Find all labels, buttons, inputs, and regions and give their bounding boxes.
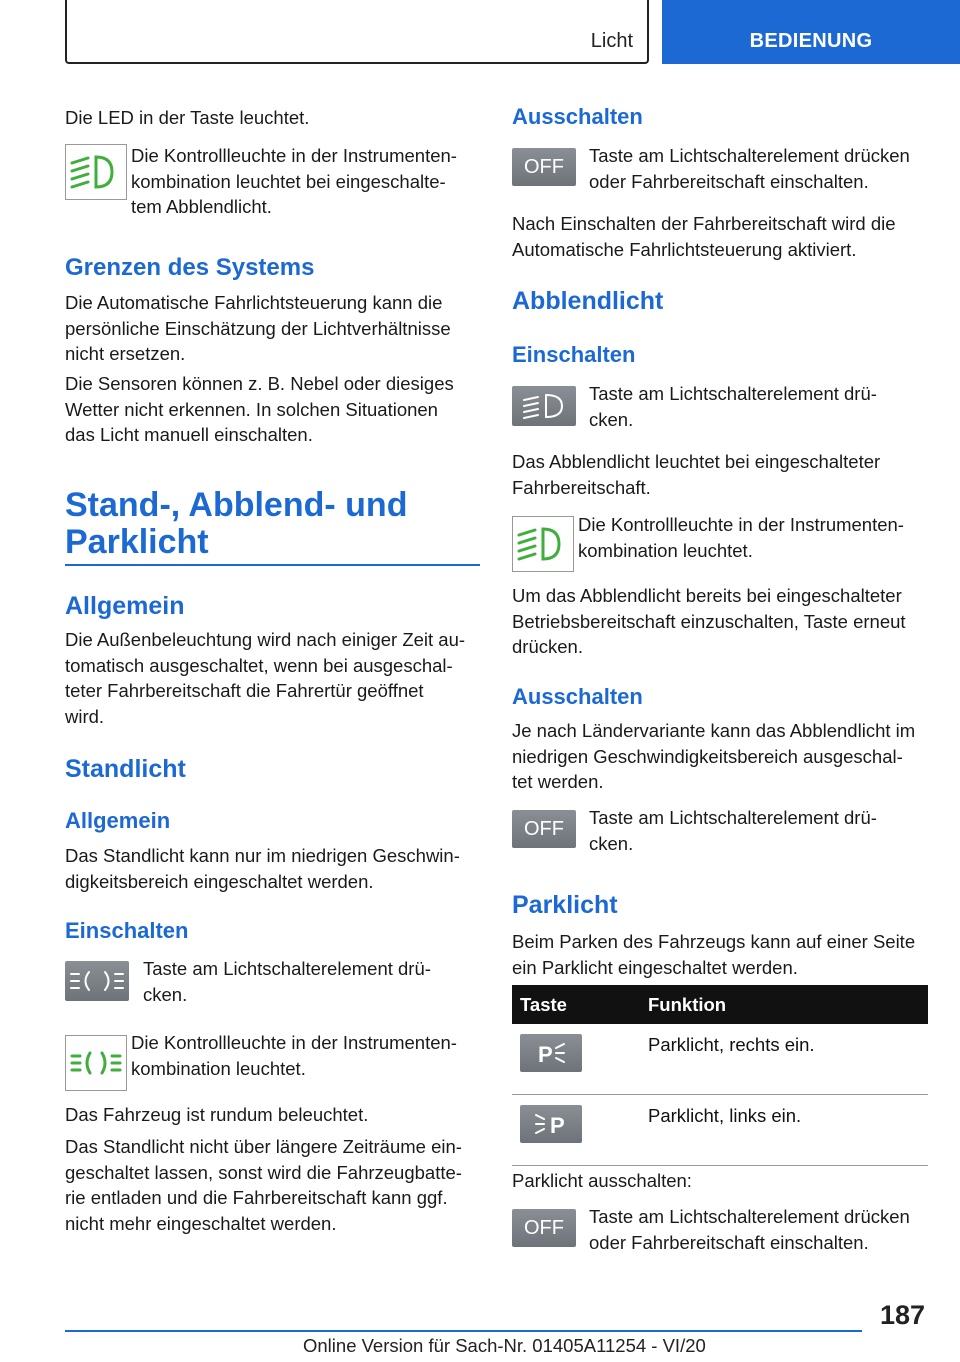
- table-row: [512, 1095, 928, 1166]
- paragraph-standlicht-warnung: Das Standlicht nicht über längere Zeiträume ein- geschaltet lassen, sonst wird die Fahrzeugbatte- rie entladen und die Fahrbereitschaft kann ggf. nicht mehr eingeschaltet werden.: [65, 1136, 462, 1234]
- off-button-icon-2: OFF: [512, 810, 576, 848]
- table-header-taste: Taste: [512, 985, 640, 1024]
- footer-text: Online Version für Sach-Nr. 01405A11254 - VI/20: [303, 1335, 706, 1356]
- einschalten-text: Taste am Lichtschalterelement drü- cken.: [143, 958, 431, 1005]
- table-cell-funktion: Parklicht, links ein.: [640, 1095, 928, 1166]
- paragraph-parklicht: Beim Parken des Fahrzeugs kann auf einer Seite ein Parklicht eingeschaltet werden.: [512, 931, 916, 978]
- heading-allgemein: Allgemein: [65, 592, 185, 620]
- header-title-box: [65, 0, 649, 64]
- control-light-text-2: Die Kontrollleuchte in der Instrumenten- kombination leuchtet.: [131, 1032, 457, 1079]
- paragraph-abblendlicht: Das Abblendlicht leuchtet bei eingeschalteter Fahrbereitschaft.: [512, 451, 881, 498]
- off-button-icon-3: OFF: [512, 1209, 576, 1247]
- svg-text:P: P: [550, 1113, 565, 1138]
- low-beam-button-icon: [512, 386, 576, 426]
- ausschalten-text-1: Taste am Lichtschalterelement drücken oder Fahrbereitschaft einschalten.: [589, 145, 910, 192]
- page-number: 187: [880, 1300, 926, 1330]
- parking-light-left-icon: [520, 1105, 582, 1143]
- parking-light-right-icon: [520, 1034, 582, 1072]
- parking-light-button-icon: [65, 961, 129, 1001]
- heading-ausschalten-2: Ausschalten: [512, 684, 643, 709]
- heading-allgemein-2: Allgemein: [65, 808, 171, 833]
- heading-einschalten: Einschalten: [65, 918, 189, 943]
- heading-grenzen: Grenzen des Systems: [65, 254, 315, 281]
- parking-light-indicator-icon: [65, 1035, 127, 1091]
- table-row: [512, 1024, 928, 1095]
- heading-einschalten-r: Einschalten: [512, 342, 636, 367]
- paragraph-betriebsbereitschaft: Um das Abblendlicht bereits bei eingeschalteter Betriebsbereitschaft einzuschalten, Taste erneut drücken.: [512, 585, 906, 657]
- paragraph-grenzen: Die Automatische Fahrlichtsteuerung kann die persönliche Einschätzung der Lichtverhältnisse nicht ersetzen.: [65, 292, 451, 364]
- einschalten-r-text: Taste am Lichtschalterelement drü- cken.: [589, 383, 877, 430]
- paragraph-rundum: Das Fahrzeug ist rundum beleuchtet.: [65, 1104, 369, 1125]
- footer-rule: [65, 1330, 862, 1332]
- chapter-heading: Stand-, Abblend- und Parklicht: [65, 486, 408, 561]
- svg-text:P: P: [538, 1042, 553, 1067]
- parklicht-table: [512, 985, 928, 1166]
- paragraph-led: Die LED in der Taste leuchtet.: [65, 107, 310, 128]
- table-header-funktion: Funktion: [640, 985, 928, 1024]
- low-beam-indicator-icon-2: [512, 516, 574, 572]
- table-cell-funktion: Parklicht, rechts ein.: [640, 1024, 928, 1095]
- parklicht-ausschalten-label: Parklicht ausschalten:: [512, 1170, 692, 1191]
- heading-ausschalten-1: Ausschalten: [512, 104, 643, 129]
- heading-parklicht: Parklicht: [512, 891, 618, 919]
- heading-abblendlicht: Abblendlicht: [512, 287, 664, 315]
- paragraph-allgemein: Die Außenbeleuchtung wird nach einiger Zeit au- tomatisch ausgeschaltet, wenn bei ausgeschal- teter Fahrbereitschaft die Fahrertür geöffnet wird.: [65, 629, 466, 727]
- paragraph-laendervariante: Je nach Ländervariante kann das Abblendlicht im niedrigen Geschwindigkeitsbereich ausgeschal- tet werden.: [512, 720, 916, 792]
- parklicht-ausschalten-text: Taste am Lichtschalterelement drücken oder Fahrbereitschaft einschalten.: [589, 1206, 910, 1253]
- low-beam-indicator-icon: [65, 144, 127, 200]
- page-title: Licht: [590, 30, 633, 52]
- paragraph-nach-einschalten: Nach Einschalten der Fahrbereitschaft wird die Automatische Fahrlichtsteuerung aktiviert.: [512, 213, 896, 260]
- section-tab: [662, 0, 960, 64]
- ausschalten-text-2: Taste am Lichtschalterelement drü- cken.: [589, 807, 877, 854]
- control-light-text-r: Die Kontrollleuchte in der Instrumenten- kombination leuchtet.: [578, 514, 904, 561]
- section-label: BEDIENUNG: [749, 30, 873, 52]
- paragraph-sensoren: Die Sensoren können z. B. Nebel oder diesiges Wetter nicht erkennen. In solchen Situationen das Licht manuell einschalten.: [65, 373, 454, 445]
- paragraph-standlicht-allgemein: Das Standlicht kann nur im niedrigen Geschwin- digkeitsbereich eingeschaltet werden.: [65, 845, 460, 892]
- control-light-text-1: Die Kontrollleuchte in der Instrumenten- kombination leuchtet bei eingeschalte- tem Abblendlicht.: [131, 145, 457, 217]
- heading-standlicht: Standlicht: [65, 755, 186, 783]
- off-button-icon: OFF: [512, 148, 576, 186]
- heading-rule: [65, 564, 480, 566]
